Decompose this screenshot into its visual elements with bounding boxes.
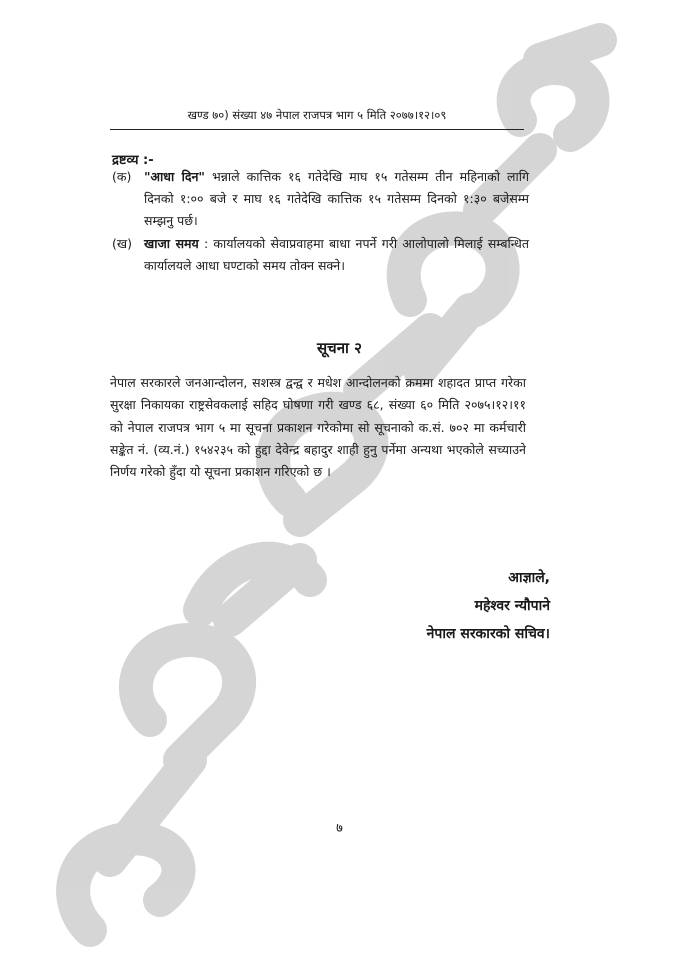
signature-order: आज्ञाले, [508,570,550,586]
signature-title: नेपाल सरकारको सचिव। [426,626,550,642]
note-marker: (क) [112,169,132,184]
notice-body: नेपाल सरकारले जनआन्दोलन, सशस्त्र द्वन्द्व र मधेश आन्दोलनको क्रममा शहादत प्राप्त गरेका सुरक्षा निकायका राष्ट्रसेवकलाई सहिद घोषणा गरी खण्ड ६८, संख्या ६० मिति २०७५।१२।११ को नेपाल राजपत्र भाग ५ मा सूचना प्रकाशन गरेकोमा सो सूचनाको क.सं. ७०२ मा कर्मचारी सङ्केत नं. (व्य.नं.) १५४२३५ को हुद्दा देवेन्द्र बहादुर शाही हुनु पर्नेमा अन्यथा भएकोले सच्याउने निर्णय गरेको हुँदा यो सूचना प्रकाशन गरिएको छ । [110,375,526,480]
page-number: ७ [336,821,343,836]
notice-title: सूचना २ [317,339,362,357]
gazette-header: खण्ड ७०) संख्या ४७ नेपाल राजपत्र भाग ५ मिति २०७७।१२।०९ [187,108,447,122]
note-description: भन्नाले कात्तिक १६ गतेदेखि माघ १५ गतेसम्म तीन महिनाको लागि दिनको १:०० बजे र माघ १६ गतेदेखि कात्तिक १५ गतेसम्म दिनको १:३० बजेसम्म सम्झनु पर्छ। [144,169,530,228]
notes-heading: द्रष्टव्य :- [112,153,154,168]
note-term: "आधा दिन" [144,169,205,184]
signature-name: महेश्वर न्यौपाने [474,598,550,614]
header-divider [110,129,524,130]
note-item-ka [112,166,532,232]
note-description: : कार्यालयको सेवाप्रवाहमा बाधा नपर्ने गरी आलोपालो मिलाई सम्बन्धित कार्यालयले आधा घण्टाको समय तोक्न सक्ने। [144,236,529,273]
note-term: खाजा समय [144,236,199,251]
note-item-kha [112,233,532,299]
note-text [144,166,529,232]
note-marker: (ख) [112,236,132,251]
note-text [144,233,529,277]
